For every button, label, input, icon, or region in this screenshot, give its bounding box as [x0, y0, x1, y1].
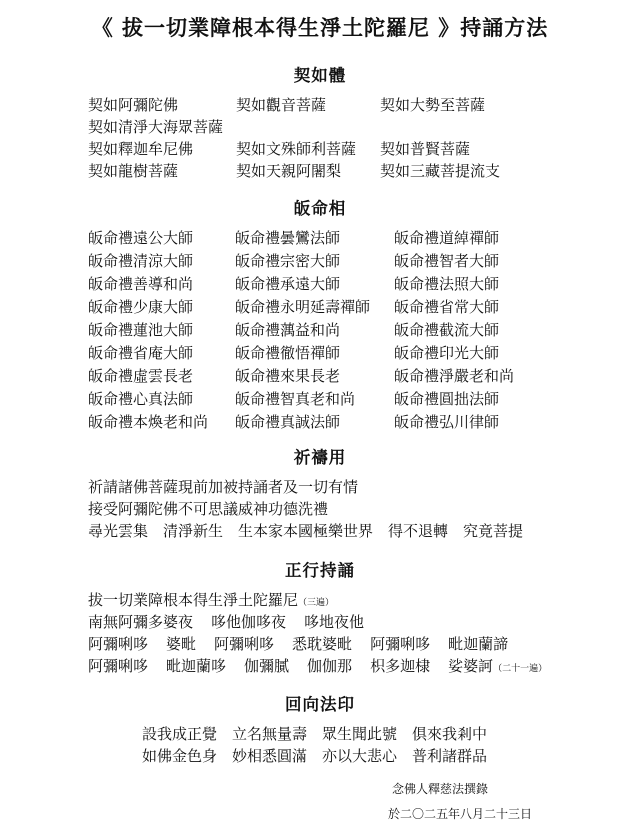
fan-ming-item: 皈命禮省常大師: [394, 298, 500, 316]
fan-ming-item: 皈命禮善導和尚: [88, 275, 194, 293]
mantra-line-3: [88, 656, 547, 679]
mantra-phrase: 伽伽那: [307, 657, 353, 675]
section-heading-qi-dao-yong: 祈禱用: [293, 448, 347, 467]
dedication-line: 如佛金色身 妙相悉圓滿 亦以大悲心 普利諸群品: [142, 747, 488, 765]
page-title: 《 拔一切業障根本得生淨土陀羅尼 》持誦方法: [91, 16, 549, 40]
prayer-line: 接受阿彌陀佛不可思議威神功德洗禮: [88, 500, 329, 518]
mantra-line-1: [88, 612, 382, 632]
fan-ming-item: 皈命禮圓拙法師: [394, 390, 500, 408]
prayer-line: 尋光雲集 清淨新生 生本家本國極樂世界 得不退轉 究竟菩提: [88, 522, 524, 540]
qi-ru-ti-item: 契如阿彌陀佛: [88, 96, 179, 114]
section-heading-hui-xiang: 回向法印: [285, 695, 355, 714]
section-heading-fan-ming-xiang: 皈命相: [293, 199, 347, 218]
fan-ming-item: 皈命禮印光大師: [394, 344, 500, 362]
mantra-phrase: 毗迦蘭諦: [448, 635, 509, 653]
mantra-phrase: 哆地夜他: [304, 613, 365, 631]
fan-ming-item: 皈命禮少康大師: [88, 298, 194, 316]
fan-ming-item: 皈命禮智者大師: [394, 252, 500, 270]
fan-ming-item: 皈命禮截流大師: [394, 321, 500, 339]
mantra-phrase: 哆他伽哆夜: [211, 613, 287, 631]
mantra-phrase: 悉耽婆毗: [292, 635, 353, 653]
fan-ming-item: 皈命禮虛雲長老: [88, 367, 194, 385]
dedication-line: 設我成正覺 立名無量壽 眾生聞此號 俱來我剎中: [142, 725, 488, 743]
fan-ming-item: 皈命禮蓮池大師: [88, 321, 194, 339]
qi-ru-ti-item: 契如三藏菩提流支: [380, 162, 501, 180]
qi-ru-ti-item: 契如大勢至菩薩: [380, 96, 486, 114]
mantra-phrase: 婆毗: [166, 635, 197, 653]
fan-ming-item: 皈命禮清涼大師: [88, 252, 194, 270]
fan-ming-item: 皈命禮弘川律師: [394, 413, 500, 431]
fan-ming-item: 皈命禮省庵大師: [88, 344, 194, 362]
fan-ming-item: 皈命禮宗密大師: [235, 252, 341, 270]
section-heading-qi-ru-ti: 契如體: [293, 66, 347, 85]
repeat-note: （三遍）: [298, 598, 335, 608]
fan-ming-item: 皈命禮真誠法師: [235, 413, 341, 431]
section-heading-zheng-xing: 正行持誦: [285, 561, 355, 580]
fan-ming-item: 皈命禮心真法師: [88, 390, 194, 408]
mantra-phrase: 南無阿彌多婆夜: [88, 613, 194, 631]
mantra-phrase: 娑婆訶: [448, 657, 494, 675]
prayer-line: 祈請諸佛菩薩現前加被持誦者及一切有情: [88, 478, 359, 496]
mantra-phrase: 枳多迦棣: [370, 657, 431, 675]
qi-ru-ti-item: 契如釋迦牟尼佛: [88, 140, 194, 158]
qi-ru-ti-item: 契如觀音菩薩: [236, 96, 327, 114]
mantra-phrase: 伽彌膩: [244, 657, 290, 675]
fan-ming-item: 皈命禮曇鸞法師: [235, 229, 341, 247]
dharani-title-line: [88, 590, 334, 613]
mantra-phrase: 阿彌唎哆: [88, 635, 149, 653]
qi-ru-ti-item: 契如龍樹菩薩: [88, 162, 179, 180]
qi-ru-ti-item: 契如清淨大海眾菩薩: [88, 118, 224, 136]
author-credit: 念佛人釋慈法撰錄: [392, 782, 489, 796]
mantra-phrase: 阿彌唎哆: [88, 657, 149, 675]
qi-ru-ti-item: 契如普賢菩薩: [380, 140, 471, 158]
date-line: 於二〇二五年八月二十三日: [388, 807, 533, 821]
repeat-note: （二十一遍）: [493, 664, 548, 674]
fan-ming-item: 皈命禮道綽禪師: [394, 229, 500, 247]
fan-ming-item: 皈命禮本煥老和尚: [88, 413, 209, 431]
fan-ming-item: 皈命禮遠公大師: [88, 229, 194, 247]
fan-ming-item: 皈命禮智真老和尚: [235, 390, 356, 408]
mantra-phrase: 毗迦蘭哆: [166, 657, 227, 675]
dharani-name: 拔一切業障根本得生淨土陀羅尼: [88, 591, 299, 609]
fan-ming-item: 皈命禮承遠大師: [235, 275, 341, 293]
mantra-phrase: 阿彌唎哆: [370, 635, 431, 653]
fan-ming-item: 皈命禮淨嚴老和尚: [394, 367, 515, 385]
qi-ru-ti-item: 契如天親阿闍梨: [236, 162, 342, 180]
fan-ming-item: 皈命禮法照大師: [394, 275, 500, 293]
mantra-phrase: 阿彌唎哆: [214, 635, 275, 653]
fan-ming-item: 皈命禮徹悟禪師: [235, 344, 341, 362]
fan-ming-item: 皈命禮蕅益和尚: [235, 321, 341, 339]
fan-ming-item: 皈命禮來果長老: [235, 367, 341, 385]
qi-ru-ti-item: 契如文殊師利菩薩: [236, 140, 357, 158]
fan-ming-item: 皈命禮永明延壽禪師: [235, 298, 371, 316]
mantra-line-2: [88, 634, 526, 654]
